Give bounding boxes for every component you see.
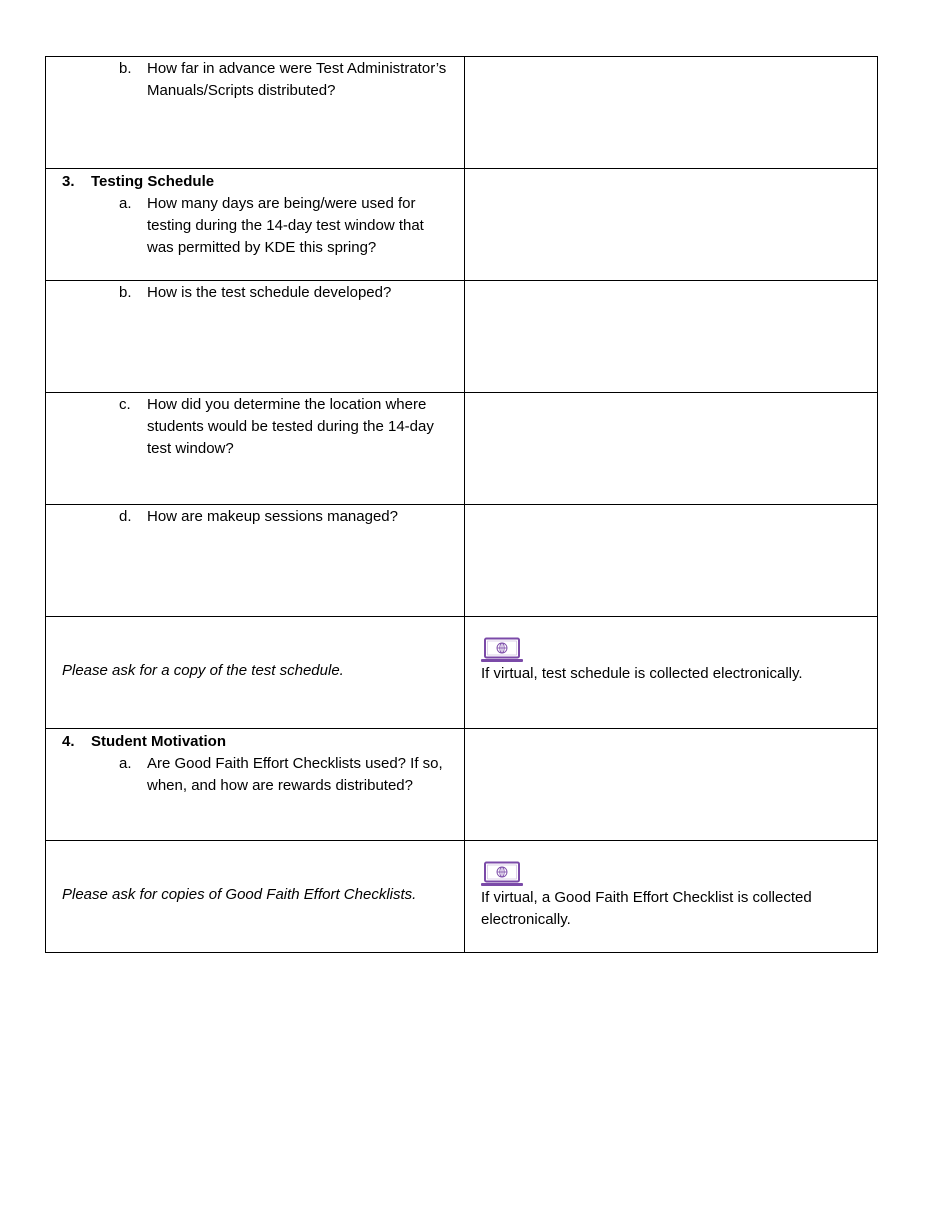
question-cell [46, 393, 465, 505]
table-row [46, 393, 878, 505]
virtual-info-cell [465, 841, 878, 953]
table-row [46, 169, 878, 281]
checklist-request-note: Please ask for copies of Good Faith Effort Checklists. [62, 886, 417, 903]
note-cell [46, 617, 465, 729]
item-letter: b. [119, 60, 132, 77]
item-letter: a. [119, 755, 132, 772]
item-letter: c. [119, 396, 131, 413]
response-cell[interactable] [465, 57, 878, 169]
response-cell[interactable] [465, 729, 878, 841]
sub-question [46, 393, 464, 460]
interview-table [45, 56, 878, 953]
section-heading [46, 729, 464, 753]
table-row [46, 729, 878, 841]
question-cell [46, 729, 465, 841]
response-cell[interactable] [465, 281, 878, 393]
question-cell [46, 57, 465, 169]
virtual-collection-text: If virtual, test schedule is collected electronically. [481, 665, 803, 682]
sub-question [46, 505, 464, 528]
item-letter: d. [119, 508, 132, 525]
item-text: How far in advance were Test Administrator’s Manuals/Scripts distributed? [147, 60, 447, 99]
table-row [46, 57, 878, 169]
item-text: How is the test schedule developed? [147, 284, 392, 301]
item-text: Are Good Faith Effort Checklists used? If so, when, and how are rewards distributed? [147, 755, 443, 794]
virtual-info-cell [465, 617, 878, 729]
schedule-request-note: Please ask for a copy of the test schedule. [62, 662, 344, 679]
sub-question [46, 57, 464, 102]
item-text: How many days are being/were used for testing during the 14-day test window that was permitted by KDE this spring? [147, 195, 424, 256]
item-letter: b. [119, 284, 132, 301]
item-letter: a. [119, 195, 132, 212]
laptop-globe-icon [481, 637, 523, 663]
laptop-globe-icon [481, 861, 523, 887]
section-title: Testing Schedule [91, 173, 215, 190]
table-row [46, 617, 878, 729]
response-cell[interactable] [465, 393, 878, 505]
sub-question [46, 193, 464, 259]
section-number: 3. [62, 173, 75, 190]
note-cell [46, 841, 465, 953]
table-row [46, 505, 878, 617]
response-cell[interactable] [465, 505, 878, 617]
virtual-collection-text: If virtual, a Good Faith Effort Checklist is collected electronically. [481, 889, 812, 928]
item-text: How did you determine the location where students would be tested during the 14-day test window? [147, 396, 434, 457]
question-cell [46, 505, 465, 617]
response-cell[interactable] [465, 169, 878, 281]
section-heading [46, 169, 464, 193]
section-number: 4. [62, 733, 75, 750]
item-text: How are makeup sessions managed? [147, 508, 398, 525]
table-row [46, 281, 878, 393]
sub-question [46, 753, 464, 797]
sub-question [46, 281, 464, 304]
table-row [46, 841, 878, 953]
question-cell [46, 281, 465, 393]
section-title: Student Motivation [91, 733, 226, 750]
question-cell [46, 169, 465, 281]
